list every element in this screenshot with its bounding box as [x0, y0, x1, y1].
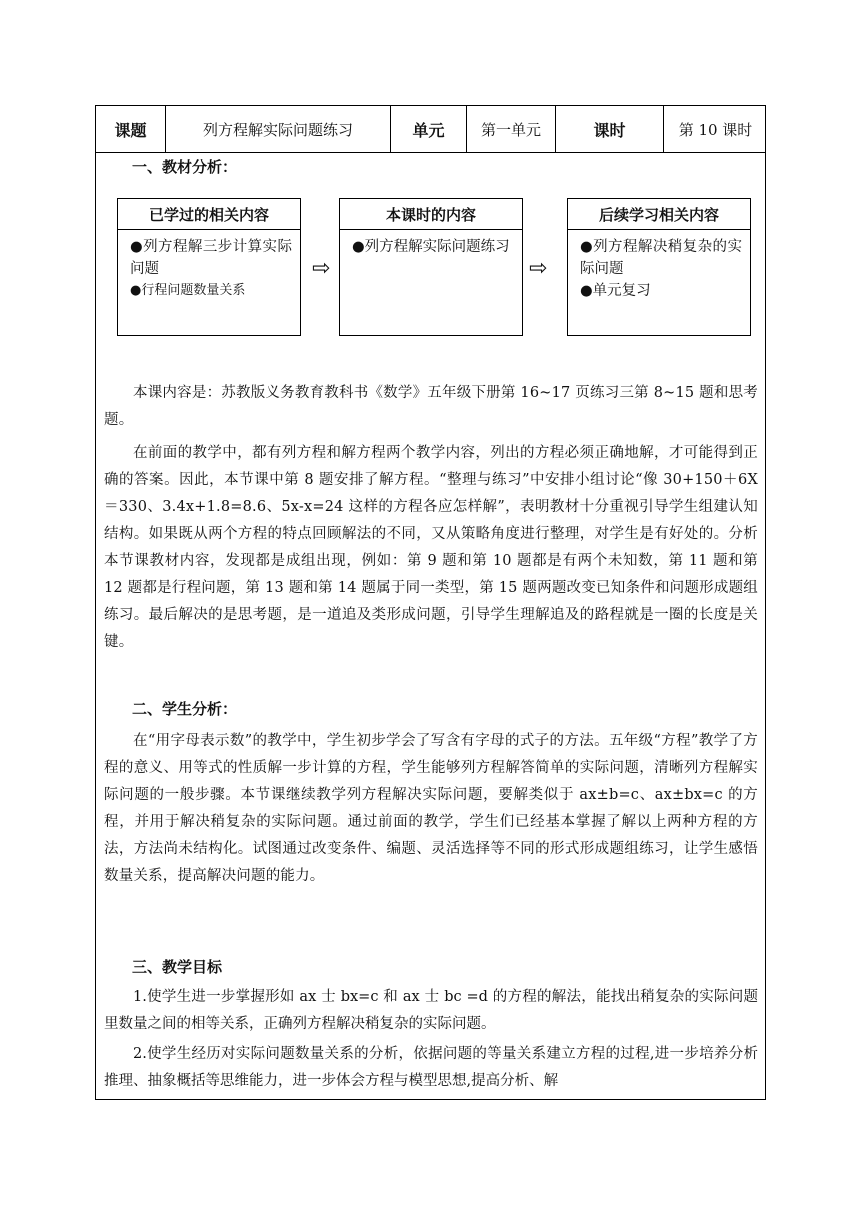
future-learning-box — [567, 198, 751, 336]
prior-item-1: ●列方程解三步计算实际问题 — [130, 239, 292, 277]
header-row — [96, 106, 765, 153]
current-item-1: ●列方程解实际问题练习 — [352, 239, 510, 255]
flow-arrow-icon: ⇨ — [529, 256, 548, 281]
student-heading: 二、学生分析： — [132, 700, 238, 718]
current-box-title: 本课时的内容 — [340, 199, 522, 230]
future-item-2: ●单元复习 — [580, 283, 651, 299]
period-value: 第 10 课时 — [678, 120, 753, 139]
content-paragraph: 本课内容是：苏教版义务教育教科书《数学》五年级下册第 16~17 页练习三第 8~15 题和思考题。 — [104, 385, 758, 428]
prior-knowledge-box — [117, 198, 301, 336]
student-paragraph: 在“用字母表示数”的教学中，学生初步学会了写含有字母的式子的方法。五年级“方程”教学了方程的意义、用等式的性质解一步计算的方程，学生能够列方程解答简单的实际问题，清晰列方程解实际问题的一般步骤。本节课继续教学列方程解决实际问题，要解类似于 ax±b=c、ax±bx=c 的方程，并用于解决稍复杂的实际问题。通过前面的教学，学生们已经基本掌握了解以上两种方程的方法，方法尚未结构化。试图通过改变条件、编题、灵活选择等不同的形式形成题组练习，让学生感悟数量关系，提高解决问题的能力。 — [104, 733, 758, 884]
lesson-plan-table — [95, 105, 766, 1100]
goals-heading: 三、教学目标 — [132, 958, 223, 976]
flow-arrow-icon: ⇨ — [312, 256, 331, 281]
unit-value: 第一单元 — [467, 106, 556, 152]
goal-1-paragraph: 1.使学生进一步掌握形如 ax 士 bx=c 和 ax 士 bc =d 的方程的解法，能找出稍复杂的实际问题里数量之间的相等关系，正确列方程解决稍复杂的实际问题。 — [104, 989, 758, 1032]
current-content-box — [339, 198, 523, 336]
topic-value: 列方程解实际问题练习 — [166, 106, 391, 152]
topic-label: 课题 — [96, 106, 166, 152]
goal-2-paragraph: 2.使学生经历对实际问题数量关系的分析，依据问题的等量关系建立方程的过程,进一步培养分析推理、抽象概括等思维能力，进一步体会方程与模型思想,提高分析、解 — [104, 1046, 758, 1089]
future-item-1: ●列方程解决稍复杂的实际问题 — [580, 239, 742, 277]
prior-item-2: ●行程问题数量关系 — [130, 283, 246, 298]
prior-box-title: 已学过的相关内容 — [118, 199, 300, 230]
period-label: 课时 — [556, 106, 664, 152]
material-heading: 一、教材分析： — [132, 158, 238, 176]
future-box-title: 后续学习相关内容 — [568, 199, 750, 230]
unit-label: 单元 — [391, 106, 467, 152]
material-paragraph: 在前面的教学中，都有列方程和解方程两个教学内容，列出的方程必须正确地解，才可能得到正确的答案。因此，本节课中第 8 题安排了解方程。“整理与练习”中安排小组讨论“像 30+150＋6X＝330、3.4x+1.8=8.6、5x-x=24 这样的方程各应怎样解”，表明教材十分重视引导学生组建认知结构。如果既从两个方程的特点回顾解法的不同，又从策略角度进行整理，对学生是有好处的。分析本节课教材内容，发现都是成组出现，例如：第 9 题和第 10 题都是有两个未知数，第 11 题和第 12 题都是行程问题，第 13 题和第 14 题属于同一类型，第 15 题两题改变已知条件和问题形成题组练习。最后解决的是思考题，是一道追及类形成问题，引导学生理解追及的路程就是一圈的长度是关键。 — [104, 445, 758, 650]
